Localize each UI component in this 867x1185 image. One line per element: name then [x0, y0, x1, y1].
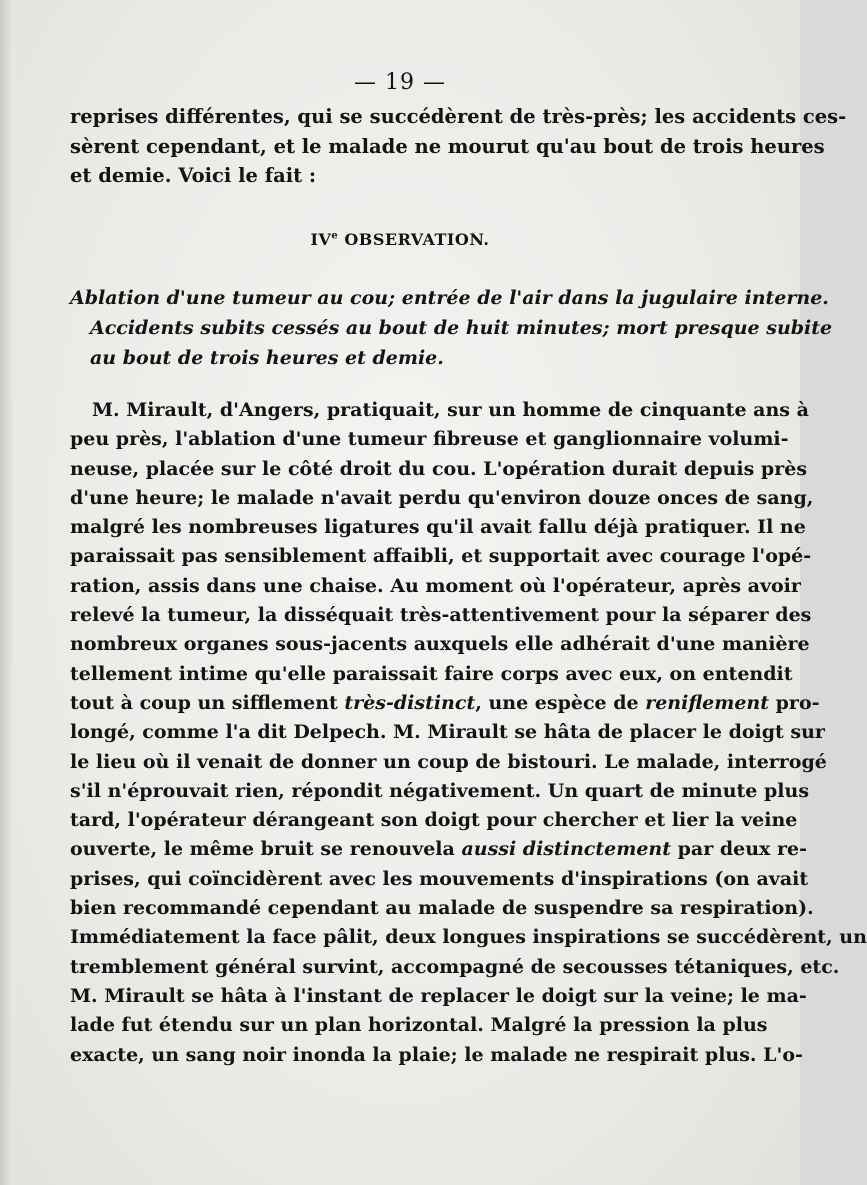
- body-line: s'il n'éprouvait rien, répondit négativement. Un quart de minute plus: [70, 779, 810, 802]
- page-number: — 19 —: [354, 70, 446, 95]
- body-line: [70, 689, 820, 718]
- body-line: bien recommandé cependant au malade de suspendre sa respiration).: [70, 897, 814, 920]
- italic-phrase: reniflement: [645, 691, 770, 714]
- body-line: exacte, un sang noir inonda la plaie; le malade ne respirait plus. L'o-: [70, 1043, 803, 1066]
- text-line: reprises différentes, qui se succédèrent de très-près; les accidents ces-: [70, 105, 847, 128]
- text-line: sèrent cependant, et le malade ne mourut qu'au bout de trois heures: [70, 134, 825, 158]
- text-run: pro-: [769, 691, 820, 714]
- text-run: ouverte, le même bruit se renouvela: [70, 838, 462, 861]
- body-line: nombreux organes sous-jacents auxquels elle adhérait d'une manière: [70, 633, 810, 656]
- observation-number: IV: [310, 230, 332, 249]
- body-line: Immédiatement la face pâlit, deux longues inspirations se succédèrent, un: [70, 926, 867, 949]
- body-line: lade fut étendu sur un plan horizontal. Malgré la pression la plus: [70, 1014, 768, 1037]
- body-line: malgré les nombreuses ligatures qu'il avait fallu déjà pratiquer. Il ne: [70, 516, 806, 539]
- text-line: et demie. Voici le fait :: [70, 164, 317, 188]
- body-line: tellement intime qu'elle paraissait faire corps avec eux, on entendit: [70, 662, 793, 685]
- title-line: Ablation d'une tumeur au cou; entrée de l'air dans la jugulaire interne.: [70, 287, 829, 309]
- body-line: [70, 835, 807, 864]
- body-line: longé, comme l'a dit Delpech. M. Mirault se hâta de placer le doigt sur: [70, 721, 825, 744]
- observation-label: OBSERVATION.: [338, 230, 490, 249]
- body-line: neuse, placée sur le côté droit du cou. L'opération durait depuis près: [70, 457, 808, 480]
- body-line: le lieu où il venait de donner un coup de bistouri. Le malade, interrogé: [70, 750, 827, 773]
- text-run: par deux re-: [671, 838, 807, 861]
- observation-heading: [0, 230, 800, 249]
- body-line: ration, assis dans une chaise. Au moment où l'opérateur, après avoir: [70, 574, 801, 597]
- text-run: tout à coup un sifflement: [70, 691, 345, 714]
- body-line: peu près, l'ablation d'une tumeur fibreuse et ganglionnaire volumi-: [70, 428, 789, 451]
- body-line: relevé la tumeur, la disséquait très-attentivement pour la séparer des: [70, 604, 812, 627]
- body-line: M. Mirault, d'Angers, pratiquait, sur un homme de cinquante ans à: [92, 399, 809, 421]
- continued-paragraph: [70, 102, 847, 191]
- italic-phrase: aussi distinctement: [461, 838, 672, 861]
- body-line: paraissait pas sensiblement affaibli, et supportait avec courage l'opé-: [70, 545, 812, 568]
- page-gutter-shadow: [0, 0, 14, 1185]
- body-line: tremblement général survint, accompagné de secousses tétaniques, etc.: [70, 955, 840, 978]
- text-run: , une espèce de: [475, 691, 646, 714]
- body-line: prises, qui coïncidèrent avec les mouvements d'inspirations (on avait: [70, 867, 809, 890]
- italic-phrase: très-distinct: [344, 691, 476, 714]
- title-line: Accidents subits cessés au bout de huit minutes; mort presque subite: [90, 317, 833, 339]
- body-line: M. Mirault se hâta à l'instant de replacer le doigt sur la veine; le ma-: [70, 984, 807, 1007]
- body-line: tard, l'opérateur dérangeant son doigt pour chercher et lier la veine: [70, 809, 798, 832]
- observation-body: [70, 396, 867, 1070]
- observation-title: [70, 283, 833, 373]
- title-line: au bout de trois heures et demie.: [90, 347, 444, 369]
- observation-ordinal: e: [331, 230, 339, 242]
- body-line: d'une heure; le malade n'avait perdu qu'environ douze onces de sang,: [70, 486, 814, 509]
